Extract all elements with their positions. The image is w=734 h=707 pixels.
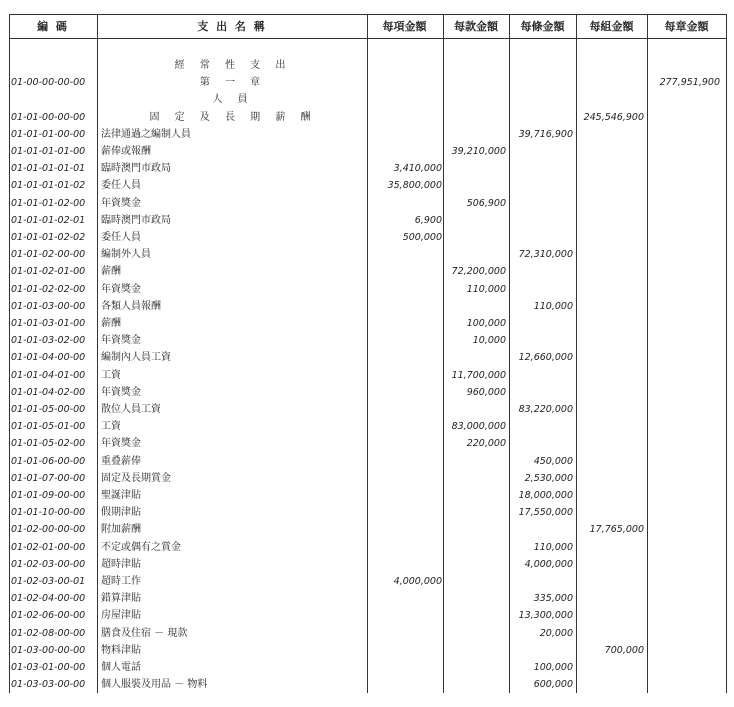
row-code: 01-01-05-02-00	[11, 438, 86, 450]
row-article-amount: 100,000	[533, 662, 573, 673]
row-name: 膳食及住宿 － 現款	[101, 627, 188, 639]
row-subsection-amount: 83,000,000	[451, 421, 506, 433]
table-row	[0, 573, 734, 590]
table-row	[0, 435, 734, 452]
row-name: 散位人員工資	[101, 404, 161, 415]
table-row	[0, 401, 734, 418]
row-article-amount: 4,000,000	[524, 558, 573, 570]
row-item-amount: 3,410,000	[393, 163, 442, 175]
row-name: 不定或偶有之賞金	[101, 541, 181, 553]
row-name: 年資獎金	[101, 283, 141, 295]
row-article-amount: 335,000	[533, 593, 573, 605]
row-name: 個人服裝及用品 － 物料	[101, 679, 208, 691]
row-subsection-amount: 72,200,000	[451, 266, 506, 278]
table-row	[0, 521, 734, 538]
row-code: 01-01-04-00-00	[11, 352, 86, 364]
row-code: 01-01-01-02-02	[11, 232, 86, 243]
row-name: 委任人員	[101, 180, 141, 192]
table-row	[0, 246, 734, 263]
row-code: 01-03-01-00-00	[11, 662, 86, 673]
row-item-amount: 500,000	[402, 232, 442, 243]
row-code: 01-01-10-00-00	[11, 507, 86, 519]
table-row	[0, 212, 734, 229]
row-item-amount: 6,900	[414, 214, 442, 226]
row-code: 01-01-04-02-00	[11, 386, 86, 398]
table-row	[0, 177, 734, 194]
row-code: 01-02-03-00-00	[11, 558, 86, 570]
row-group-amount: 17,765,000	[589, 524, 644, 536]
row-subsection-amount: 100,000	[466, 318, 506, 329]
row-name: 編制外人員	[101, 249, 151, 261]
table-row	[0, 556, 734, 573]
row-subsection-amount: 39,210,000	[451, 146, 506, 157]
row-code: 01-01-01-02-01	[11, 214, 86, 226]
header-chapter-amount: 每章金額	[664, 20, 709, 33]
row-name: 委任人員	[101, 232, 141, 243]
row-article-amount: 110,000	[533, 300, 573, 312]
row-code: 01-00-00-00-00	[11, 77, 86, 89]
row-name: 年資獎金	[101, 335, 141, 347]
row-name: 臨時澳門市政局	[101, 214, 171, 226]
row-article-amount: 12,660,000	[518, 352, 573, 364]
table-row	[0, 332, 734, 349]
table-row	[0, 109, 734, 126]
row-article-amount: 20,000	[539, 627, 573, 639]
row-code: 01-02-08-00-00	[11, 627, 86, 639]
header-name: 支 出 名 稱	[197, 20, 267, 33]
row-code: 01-01-02-00-00	[11, 249, 86, 261]
row-code: 01-01-01-02-00	[11, 197, 86, 209]
row-name: 年資獎金	[101, 386, 141, 398]
row-code: 01-02-01-00-00	[11, 541, 86, 553]
row-name: 錯算津貼	[101, 593, 141, 605]
table-row	[0, 676, 734, 693]
table-row	[0, 453, 734, 470]
row-name: 超時津貼	[101, 558, 141, 570]
row-name: 重叠薪俸	[101, 455, 141, 467]
row-article-amount: 13,300,000	[518, 610, 573, 622]
row-name: 第 一 章	[199, 77, 267, 89]
row-name: 物料津貼	[101, 644, 141, 656]
row-name: 經 常 性 支 出	[174, 60, 292, 71]
row-code: 01-01-06-00-00	[11, 455, 86, 467]
table-row	[0, 349, 734, 366]
table-row	[0, 659, 734, 676]
row-name: 附加薪酬	[101, 524, 141, 536]
table-row	[0, 539, 734, 556]
row-name: 各類人員報酬	[101, 300, 161, 312]
row-code: 01-02-03-00-01	[11, 576, 86, 587]
table-row	[0, 91, 734, 108]
table-row	[0, 367, 734, 384]
row-name: 臨時澳門市政局	[101, 163, 171, 175]
row-code: 01-02-00-00-00	[11, 524, 86, 536]
row-code: 01-02-04-00-00	[11, 593, 86, 605]
row-name: 假期津貼	[101, 507, 141, 519]
table-row	[0, 160, 734, 177]
header-article-amount: 每條金額	[520, 20, 565, 33]
row-subsection-amount: 220,000	[466, 438, 506, 450]
row-name: 年資獎金	[101, 438, 141, 450]
table-row	[0, 504, 734, 521]
row-article-amount: 72,310,000	[518, 249, 573, 261]
row-subsection-amount: 110,000	[466, 283, 506, 295]
row-name: 年資獎金	[101, 197, 141, 209]
row-code: 01-01-02-02-00	[11, 283, 86, 295]
row-item-amount: 35,800,000	[387, 180, 442, 192]
row-group-amount: 245,546,900	[583, 111, 644, 123]
row-name: 薪酬	[101, 266, 121, 278]
row-article-amount: 600,000	[533, 679, 573, 691]
row-article-amount: 450,000	[533, 455, 573, 467]
table-row	[0, 263, 734, 280]
row-name: 工資	[101, 369, 121, 381]
table-row	[0, 315, 734, 332]
row-name: 房屋津貼	[101, 610, 141, 622]
row-article-amount: 83,220,000	[518, 404, 573, 415]
row-subsection-amount: 11,700,000	[451, 369, 506, 381]
row-article-amount: 2,530,000	[524, 472, 573, 484]
header-code: 編 碼	[37, 20, 69, 33]
row-code: 01-01-03-02-00	[11, 335, 86, 347]
row-subsection-amount: 960,000	[466, 386, 506, 398]
row-name: 薪酬	[101, 318, 121, 329]
table-row	[0, 281, 734, 298]
row-article-amount: 18,000,000	[518, 490, 573, 501]
table-row	[0, 384, 734, 401]
table-row	[0, 590, 734, 607]
row-code: 01-01-01-00-00	[11, 128, 86, 140]
row-article-amount: 110,000	[533, 541, 573, 553]
table-row	[0, 607, 734, 624]
row-item-amount: 4,000,000	[393, 576, 442, 587]
row-code: 01-01-01-01-02	[11, 180, 86, 192]
row-name: 工資	[101, 421, 121, 433]
table-row	[0, 74, 734, 91]
table-row	[0, 195, 734, 212]
table-row	[0, 126, 734, 143]
table-row	[0, 229, 734, 246]
row-code: 01-01-01-01-01	[11, 163, 86, 175]
row-chapter-amount: 277,951,900	[659, 77, 720, 89]
row-name: 薪俸或報酬	[101, 146, 151, 157]
row-subsection-amount: 506,900	[466, 197, 506, 209]
row-code: 01-01-05-00-00	[11, 404, 86, 415]
table-row	[0, 418, 734, 435]
row-code: 01-01-02-01-00	[11, 266, 86, 278]
header-item-amount: 每項金額	[382, 20, 427, 33]
table-row	[0, 642, 734, 659]
header-subsection-amount: 每款金額	[454, 20, 498, 33]
row-group-amount: 700,000	[604, 644, 644, 656]
row-article-amount: 17,550,000	[518, 507, 573, 519]
row-subsection-amount: 10,000	[472, 335, 506, 347]
row-name: 法律通過之編制人員	[101, 128, 191, 140]
row-name: 固定及長期賞金	[101, 472, 171, 484]
row-code: 01-01-00-00-00	[11, 111, 86, 123]
row-name: 固 定 及 長 期 薪 酬	[149, 111, 317, 123]
row-code: 01-03-00-00-00	[11, 644, 86, 656]
row-code: 01-03-03-00-00	[11, 679, 86, 691]
row-code: 01-01-03-01-00	[11, 318, 86, 329]
row-code: 01-01-05-01-00	[11, 421, 86, 433]
table-row	[0, 143, 734, 160]
table-row	[0, 487, 734, 504]
row-code: 01-02-06-00-00	[11, 610, 86, 622]
row-name: 超時工作	[101, 576, 141, 587]
row-code: 01-01-09-00-00	[11, 490, 86, 501]
row-name: 個人電話	[101, 662, 141, 673]
table-row	[0, 298, 734, 315]
row-code: 01-01-03-00-00	[11, 300, 86, 312]
table-row	[0, 57, 734, 74]
row-article-amount: 39,716,900	[518, 128, 573, 140]
header-group-amount: 每組金額	[589, 20, 634, 33]
row-name: 人 員	[212, 94, 254, 106]
row-name: 編制內人員工資	[101, 352, 171, 364]
row-code: 01-01-04-01-00	[11, 369, 86, 381]
table-row	[0, 470, 734, 487]
row-code: 01-01-07-00-00	[11, 472, 86, 484]
row-name: 聖誕津貼	[101, 490, 141, 501]
table-row	[0, 625, 734, 642]
row-code: 01-01-01-01-00	[11, 146, 86, 157]
